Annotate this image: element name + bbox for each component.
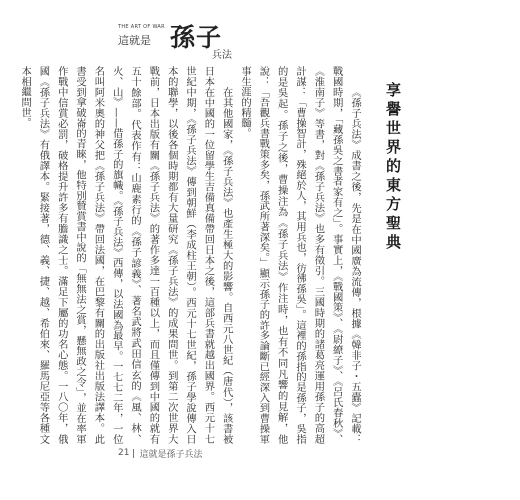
page-number: 21	[118, 448, 130, 458]
paragraph-1: 《孫子兵法》成書之後，先是在中國廣為流傳，根據《韓非子・五蠹》記載：戰國時期，「藏孫吳之書者家有之」。事實上，《戰國策》、《尉繚子》、《呂氏春秋》、《淮南子》等書，對《孫子兵法》也多有徵引。三國時期的諸葛亮運用孫子的高超計謀：「曹操智計，殊絕於人，其用兵也，彷彿孫吳」。這裡的孫指的是孫子，吳指的是吳起。孫子之後，曹操注為《孫子兵法》作注時，也有不同凡響的見解，他說：「吾觀兵書戰策多矣，孫武所著深矣。」顯示孫子的許多論斷已經深入到曹操軍事生涯的精髓。	[239, 66, 361, 444]
footer-divider	[133, 449, 134, 458]
header-english-title: THE ART OF WAR	[118, 24, 165, 30]
running-header	[118, 18, 238, 66]
body-text	[19, 66, 364, 444]
section-heading: 享譽世界的東方聖典	[384, 82, 402, 253]
paragraph-2: 在其他國家，《孫子兵法》也產生極大的影響。自西元八世紀（唐代），該書被日本在中國的一位留學生吉備真備帶回日本之後，這部兵書就越出國界。西元十七世紀中期，《孫子兵法》傳到朝鮮（李成柱王朝）。西元十七世紀，孫子學說傳入日本的聯學，以後各個時期都有大量研究《孫子兵法》的成果問世。到第二次世界大戰前，日本出版有關《孫子兵法》的著作多達一百種以上，而且僅傳到中國的就有五十餘部。代表作有：山鹿素行的《孫子諺義》、著名武將武田信玄的《風、林、火、山》——借孫子的旗幟。《孫子兵法》西傳，以法國為最早。一七七二年，一位名叫阿米奧的神父把《孫子兵法》帶回法國，在巴黎有關的出版社出版法譯本。此書受到拿破崙的青睞，他特別贊賞書中說的「無無法之賞，懸無政之令」，並在率軍作戰中信賞必罰，破格提升許多有膽識之士。滿足下屬的功名心態。一八〇年，俄國《孫子兵法》有俄譯本。緊接著，德、義、捷、越、希伯來、羅馬尼亞等各種文本相繼問世。	[19, 66, 233, 444]
page-footer	[118, 446, 202, 460]
header-main-title: 孫子	[170, 23, 223, 52]
header-subtitle: 這就是	[118, 34, 151, 47]
footer-running-title: 這就是孫子兵法	[139, 449, 203, 460]
header-title-suffix: 兵法	[212, 50, 232, 61]
